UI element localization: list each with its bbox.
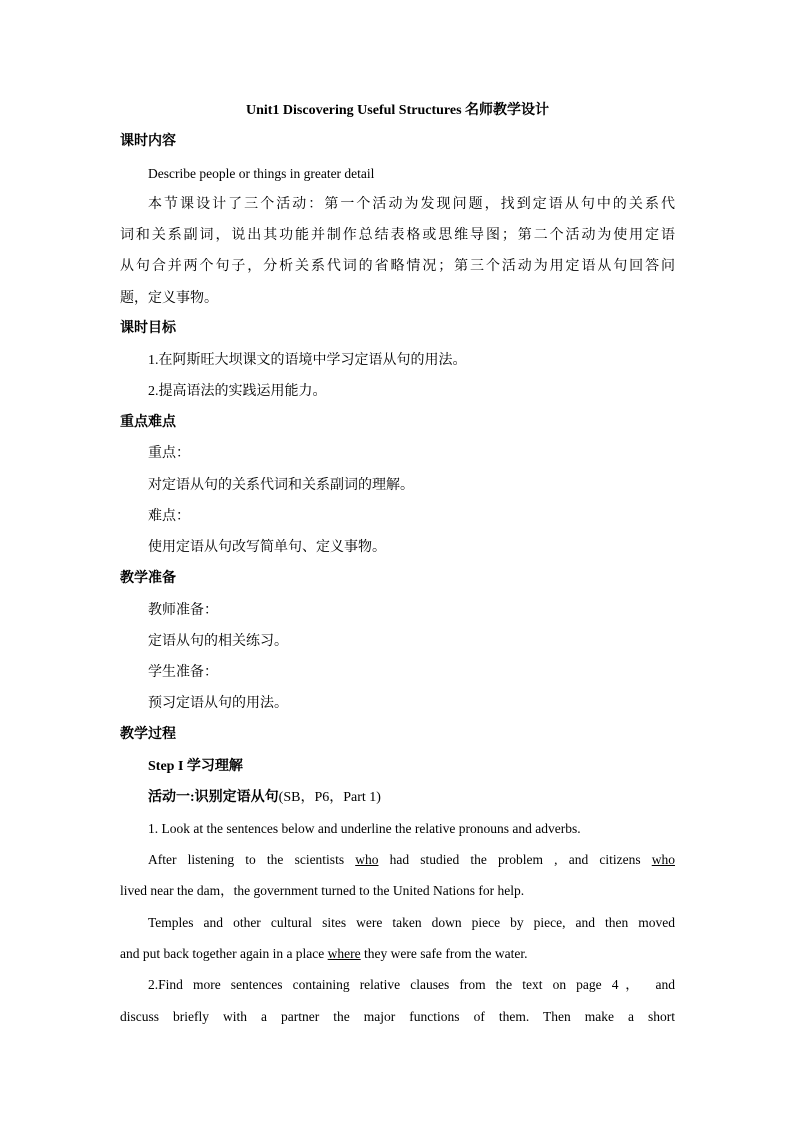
teacher-prep-text: 定语从句的相关练习。 <box>148 634 288 649</box>
content-para-line-2: 词和关系副词，说出其功能并制作总结表格或思维导图；第二个活动为使用定语 <box>120 228 675 243</box>
lesson-subtitle: Describe people or things in greater detail <box>148 166 375 181</box>
task-2-line-1: 2.Find more sentences containing relative clauses from the text on page 4， and <box>148 977 675 992</box>
content-para-line-1: 本节课设计了三个活动：第一个活动为发现问题，找到定语从句中的关系代 <box>148 197 675 212</box>
example-1-text-a: After listening to the scientists <box>148 852 356 867</box>
example-2-line-2 <box>120 944 675 964</box>
example-1-line-1 <box>148 850 675 870</box>
section-heading-prep: 教学准备 <box>120 571 176 586</box>
example-2-line-1: Temples and other cultural sites were taken down piece by piece, and then moved <box>148 915 675 930</box>
key-text: 对定语从句的关系代词和关系副词的理解。 <box>148 478 414 493</box>
key-label: 重点： <box>148 446 190 461</box>
step-heading: Step I 学习理解 <box>148 759 243 774</box>
activity-title: 活动一:识别定语从句 <box>148 790 279 805</box>
underlined-where: where <box>327 946 361 961</box>
content-para-line-4: 题，定义事物。 <box>120 291 218 306</box>
goal-item-2: 2.提高语法的实践运用能力。 <box>148 384 327 399</box>
student-prep-text: 预习定语从句的用法。 <box>148 696 288 711</box>
content-para-line-3: 从句合并两个句子，分析关系代词的省略情况；第三个活动为用定语从句回答问 <box>120 259 675 274</box>
example-2-text-b: they were safe from the water. <box>360 946 528 961</box>
example-1-line-2: lived near the dam，the government turned to the United Nations for help. <box>120 883 525 898</box>
example-1-text-b: had studied the problem , and citizens <box>378 852 652 867</box>
activity-heading <box>148 788 675 808</box>
task-2-line-2: discuss briefly with a partner the major functions of them. Then make a short <box>120 1009 675 1024</box>
example-2-text-a: and put back together again in a place <box>120 946 328 961</box>
activity-reference: (SB，P6，Part 1) <box>278 790 381 805</box>
section-heading-goals: 课时目标 <box>120 321 176 336</box>
underlined-who-1: who <box>355 852 379 867</box>
document-title: Unit1 Discovering Useful Structures 名师教学设计 <box>245 103 550 118</box>
teacher-prep-label: 教师准备： <box>148 603 218 618</box>
section-heading-process: 教学过程 <box>120 727 176 742</box>
section-heading-keypoints: 重点难点 <box>120 415 176 430</box>
task-1-instruction: 1. Look at the sentences below and underline the relative pronouns and adverbs. <box>148 821 581 836</box>
underlined-who-2: who <box>651 852 675 867</box>
difficulty-text: 使用定语从句改写简单句、定义事物。 <box>148 540 386 555</box>
student-prep-label: 学生准备： <box>148 665 218 680</box>
difficulty-label: 难点： <box>148 509 190 524</box>
goal-item-1: 1.在阿斯旺大坝课文的语境中学习定语从句的用法。 <box>148 353 467 368</box>
section-heading-content: 课时内容 <box>120 134 176 149</box>
